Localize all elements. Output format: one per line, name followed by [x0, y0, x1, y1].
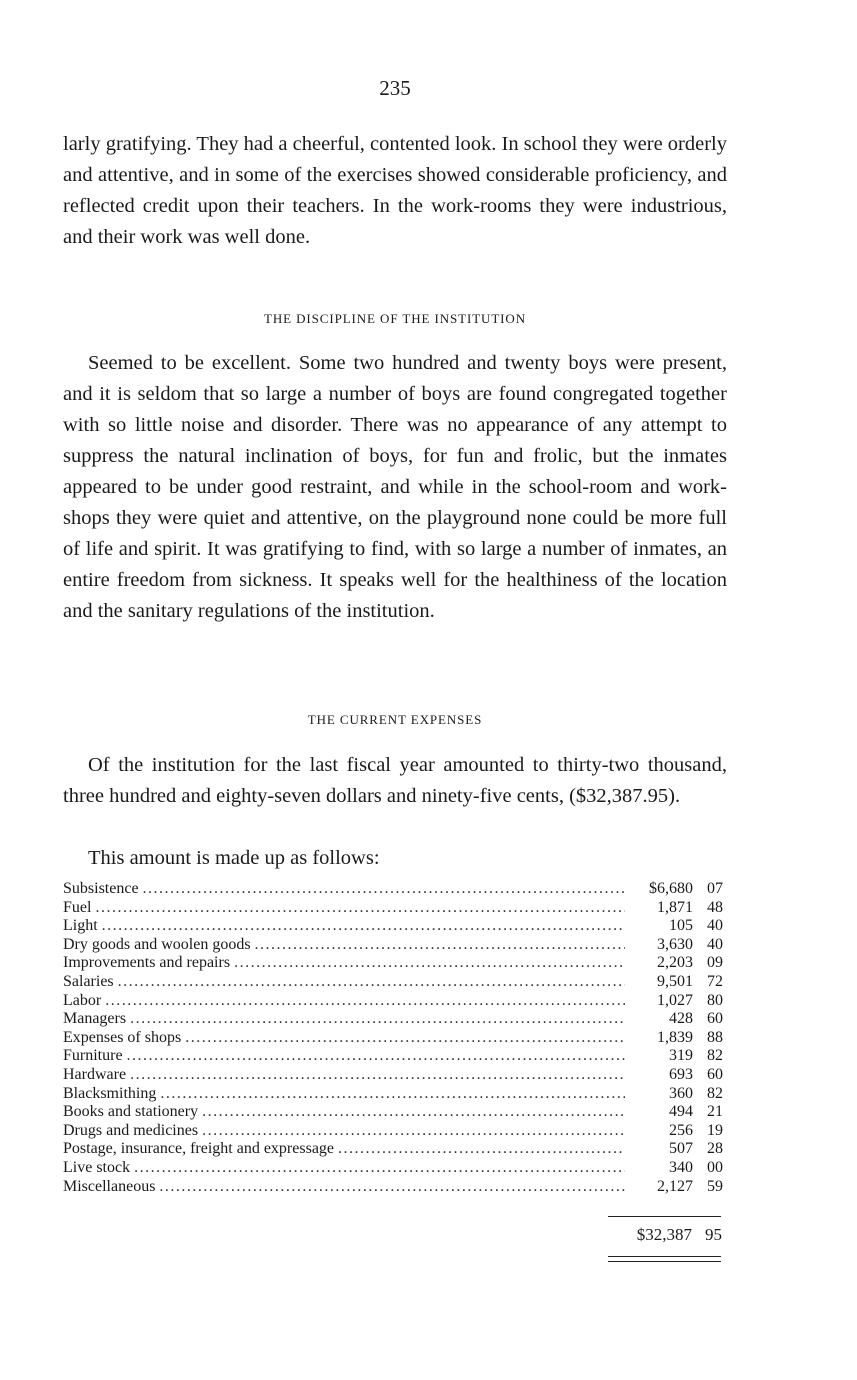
- table-row: [63, 1066, 723, 1085]
- expense-item: Dry goods and woolen goods: [63, 935, 251, 953]
- dot-leader: [338, 1140, 625, 1159]
- table-row: [63, 1140, 723, 1159]
- expense-dollars: 2,127: [657, 1177, 693, 1195]
- dot-leader: [130, 1010, 625, 1029]
- expense-cents: 88: [707, 1028, 723, 1046]
- expense-item: Expenses of shops: [63, 1028, 182, 1046]
- expense-item: Salaries: [63, 972, 114, 990]
- dot-leader: [127, 1047, 625, 1066]
- dot-leader: [160, 1085, 625, 1104]
- expense-cents: 07: [707, 880, 723, 897]
- heading-current-expenses: THE CURRENT EXPENSES: [307, 712, 483, 727]
- expense-cents: 60: [707, 1010, 723, 1028]
- expense-cents: 48: [707, 898, 723, 916]
- expense-dollars: 494: [669, 1103, 693, 1121]
- table-row: [63, 973, 723, 992]
- expense-dollars: 693: [669, 1065, 693, 1083]
- expense-cents: 19: [707, 1121, 723, 1139]
- expense-dollars: 3,630: [657, 935, 693, 953]
- table-row: [63, 1178, 723, 1197]
- dot-leader: [202, 1103, 625, 1122]
- expense-item: Subsistence: [63, 880, 139, 897]
- table-row: [63, 1159, 723, 1178]
- page-number: 235: [379, 76, 411, 100]
- total-dollars: $32,387: [636, 1225, 692, 1244]
- expense-dollars: 360: [669, 1084, 693, 1102]
- expense-cents: 21: [707, 1103, 723, 1121]
- expense-dollars: 319: [669, 1047, 693, 1065]
- expense-item: Fuel: [63, 898, 92, 916]
- dot-leader: [159, 1178, 625, 1197]
- expense-item: Light: [63, 917, 98, 935]
- expense-item: Furniture: [63, 1047, 123, 1065]
- heading-discipline: THE DISCIPLINE OF THE INSTITUTION: [264, 311, 526, 326]
- table-row: [63, 936, 723, 955]
- expense-item: Managers: [63, 1010, 127, 1028]
- expense-cents: 00: [707, 1158, 723, 1176]
- expense-item: Miscellaneous: [63, 1177, 156, 1195]
- expense-item: Hardware: [63, 1065, 127, 1083]
- expense-cents: 72: [707, 972, 723, 990]
- dot-leader: [105, 992, 625, 1011]
- dot-leader: [202, 1122, 625, 1141]
- dot-leader: [130, 1066, 625, 1085]
- expense-item: Blacksmithing: [63, 1084, 157, 1102]
- dot-leader: [95, 899, 625, 918]
- dot-leader: [255, 936, 625, 955]
- expense-dollars: $6,680: [649, 880, 693, 897]
- expense-cents: 80: [707, 991, 723, 1009]
- sum-rule: [608, 1216, 721, 1217]
- table-row: [63, 1047, 723, 1066]
- expense-item: Improvements and repairs: [63, 954, 231, 972]
- table-row: [63, 992, 723, 1011]
- expense-dollars: 340: [669, 1158, 693, 1176]
- table-row: [63, 1085, 723, 1104]
- expense-dollars: 2,203: [657, 954, 693, 972]
- expense-cents: 40: [707, 917, 723, 935]
- expense-dollars: 105: [669, 917, 693, 935]
- table-row: [63, 1029, 723, 1048]
- expense-cents: 82: [707, 1047, 723, 1065]
- table-row: [63, 899, 723, 918]
- expense-cents: 82: [707, 1084, 723, 1102]
- expense-item: Live stock: [63, 1158, 131, 1176]
- dot-leader: [118, 973, 625, 992]
- expense-item: Postage, insurance, freight and expressage: [63, 1140, 335, 1158]
- expense-cents: 09: [707, 954, 723, 972]
- expense-cents: 59: [707, 1177, 723, 1195]
- expense-item: Labor: [63, 991, 102, 1009]
- table-row: [63, 880, 723, 899]
- table-row: [63, 1010, 723, 1029]
- expense-dollars: 256: [669, 1121, 693, 1139]
- dot-leader: [134, 1159, 625, 1178]
- expense-cents: 40: [707, 935, 723, 953]
- table-row: [63, 917, 723, 936]
- expense-dollars: 1,027: [657, 991, 693, 1009]
- expense-item: Books and stationery: [63, 1103, 199, 1121]
- expense-cents: 60: [707, 1065, 723, 1083]
- total-row: [598, 1225, 722, 1245]
- paragraph-made-up-as-follows: This amount is made up as follows:: [88, 847, 380, 869]
- expense-dollars: 1,839: [657, 1028, 693, 1046]
- dot-leader: [143, 880, 625, 899]
- paragraph-gratifying: larly gratifying. They had a cheerful, contented look. In school they were orderly and attentive, and in some of the exercises showed considerable proficiency, and reflected credit upon their teachers. In the work-rooms they were industrious, and their work was well done.: [63, 133, 727, 248]
- table-row: [63, 954, 723, 973]
- paragraph-discipline: Seemed to be excellent. Some two hundred and twenty boys were present, and it is seldom that so large a number of boys are found congregated together with so little noise and disorder. There was no appearance of any attempt to suppress the natural inclination of boys, for fun and frolic, but the inmates appeared to be under good restraint, and while in the school-room and work-shops they were quiet and attentive, on the playground none could be more full of life and spirit. It was gratifying to find, with so large a number of inmates, an entire freedom from sickness. It speaks well for the healthiness of the location and the sanitary regulations of the institution.: [63, 352, 727, 622]
- dot-leader: [185, 1029, 625, 1048]
- paragraph-expenses-intro: Of the institution for the last fiscal year amounted to thirty-two thousand, three hundred and eighty-seven dollars and ninety-five cents, ($32,387.95).: [63, 754, 727, 807]
- total-cents: 95: [705, 1225, 722, 1244]
- table-row: [63, 1103, 723, 1122]
- expense-dollars: 9,501: [657, 972, 693, 990]
- table-row: [63, 1122, 723, 1141]
- expense-dollars: 1,871: [657, 898, 693, 916]
- expense-cents: 28: [707, 1140, 723, 1158]
- expense-item: Drugs and medicines: [63, 1121, 199, 1139]
- expense-dollars: 428: [669, 1010, 693, 1028]
- expenses-table: [63, 880, 723, 1196]
- dot-leader: [234, 954, 625, 973]
- dot-leader: [102, 917, 625, 936]
- double-rule: [608, 1256, 721, 1262]
- expense-dollars: 507: [669, 1140, 693, 1158]
